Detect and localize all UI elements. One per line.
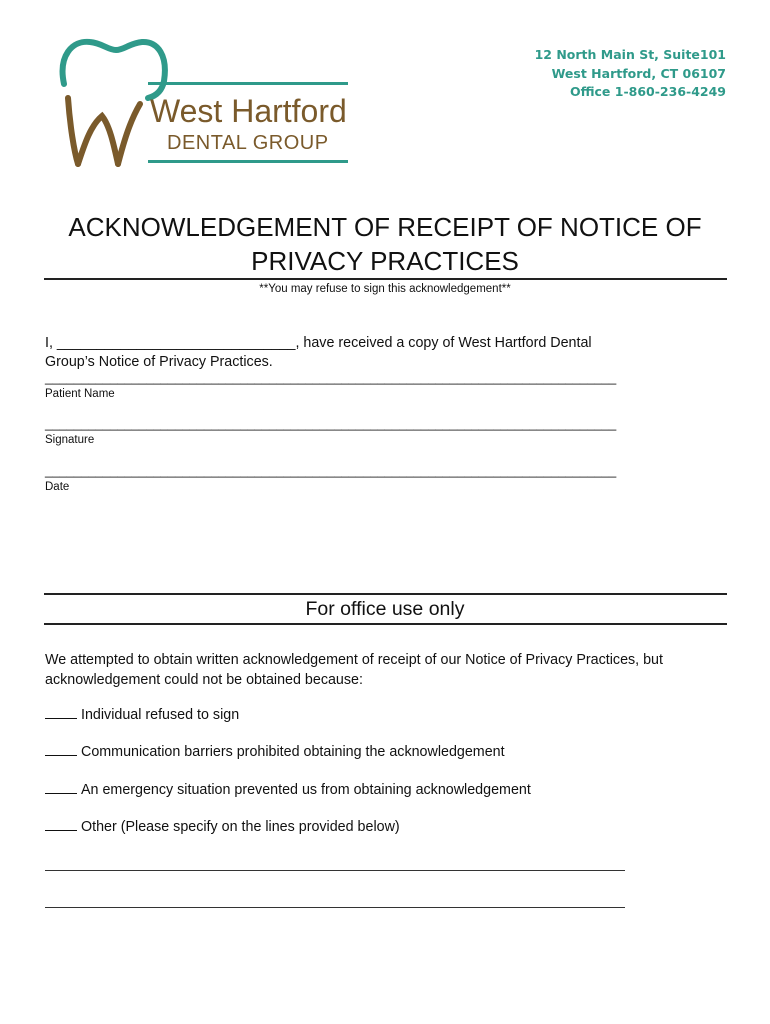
option-label: Communication barriers prohibited obtaining the acknowledgement [81, 744, 505, 760]
option-emergency[interactable] [45, 781, 531, 798]
office-paragraph-line1: We attempted to obtain written acknowledgement of receipt of our Notice of Privacy Practices, but [45, 652, 663, 668]
option-refused[interactable] [45, 706, 239, 723]
option-checkbox-line[interactable] [45, 818, 77, 831]
address-city: West Hartford, CT 06107 [551, 65, 726, 81]
patient-name-line[interactable]: _______________________________________________________________________________ [45, 370, 617, 385]
address-phone: Office 1-860-236-4249 [569, 84, 726, 99]
practice-address [535, 46, 726, 102]
address-street: 12 North Main St, Suite101 [534, 47, 726, 62]
tooth-logo-icon [50, 36, 360, 171]
signature-line[interactable]: _______________________________________________________________________________ [45, 416, 617, 431]
option-other[interactable] [45, 818, 400, 835]
date-label: Date [45, 481, 70, 493]
date-line[interactable]: _______________________________________________________________________________ [45, 463, 617, 478]
refuse-note: **You may refuse to sign this acknowledgement** [259, 283, 511, 295]
option-checkbox-line[interactable] [45, 781, 77, 794]
title-divider [44, 278, 727, 280]
acknowledgement-statement [45, 334, 592, 372]
office-use-title: For office use only [305, 598, 465, 620]
patient-name-label: Patient Name [45, 388, 115, 400]
other-reason-line-1[interactable] [45, 870, 625, 871]
statement-line1[interactable]: I, ______________________________, have received a copy of West Hartford Dental [45, 335, 592, 351]
option-label: Individual refused to sign [81, 707, 240, 723]
dental-group-logo [50, 36, 360, 171]
form-title-line1: ACKNOWLEDGEMENT OF RECEIPT OF NOTICE OF [68, 212, 702, 242]
office-paragraph [45, 650, 725, 690]
signature-label: Signature [45, 434, 95, 446]
option-label: Other (Please specify on the lines provided below) [81, 819, 400, 835]
form-title [30, 210, 740, 278]
form-title-line2: PRIVACY PRACTICES [251, 246, 519, 276]
option-checkbox-line[interactable] [45, 743, 77, 756]
office-paragraph-line2: acknowledgement could not be obtained because: [45, 672, 363, 688]
option-communication-barriers[interactable] [45, 743, 505, 760]
office-section-top-rule [44, 593, 727, 595]
option-label: An emergency situation prevented us from obtaining acknowledgement [81, 782, 531, 798]
svg-text:DENTAL GROUP: DENTAL GROUP [167, 132, 329, 154]
statement-line2: Group’s Notice of Privacy Practices. [45, 354, 273, 370]
other-reason-line-2[interactable] [45, 907, 625, 908]
option-checkbox-line[interactable] [45, 706, 77, 719]
office-section-bottom-rule [44, 623, 727, 625]
svg-text:West Hartford: West Hartford [150, 93, 347, 129]
